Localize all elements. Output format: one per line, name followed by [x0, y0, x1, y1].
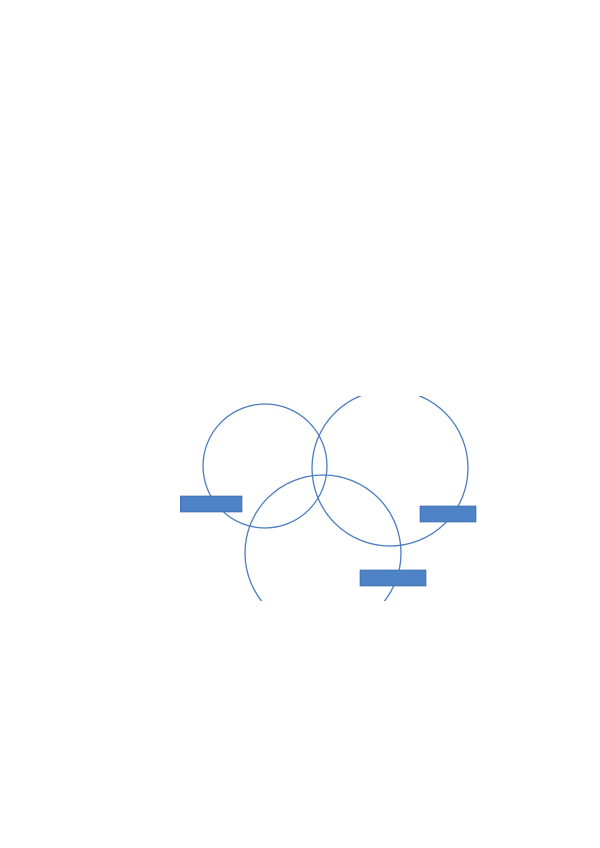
- label-box-biomedicas: [180, 496, 242, 512]
- label-box-personales: [420, 506, 476, 522]
- circle-personales: [312, 396, 468, 546]
- venn-diagram: [180, 396, 490, 601]
- label-box-ambientales: [360, 570, 426, 586]
